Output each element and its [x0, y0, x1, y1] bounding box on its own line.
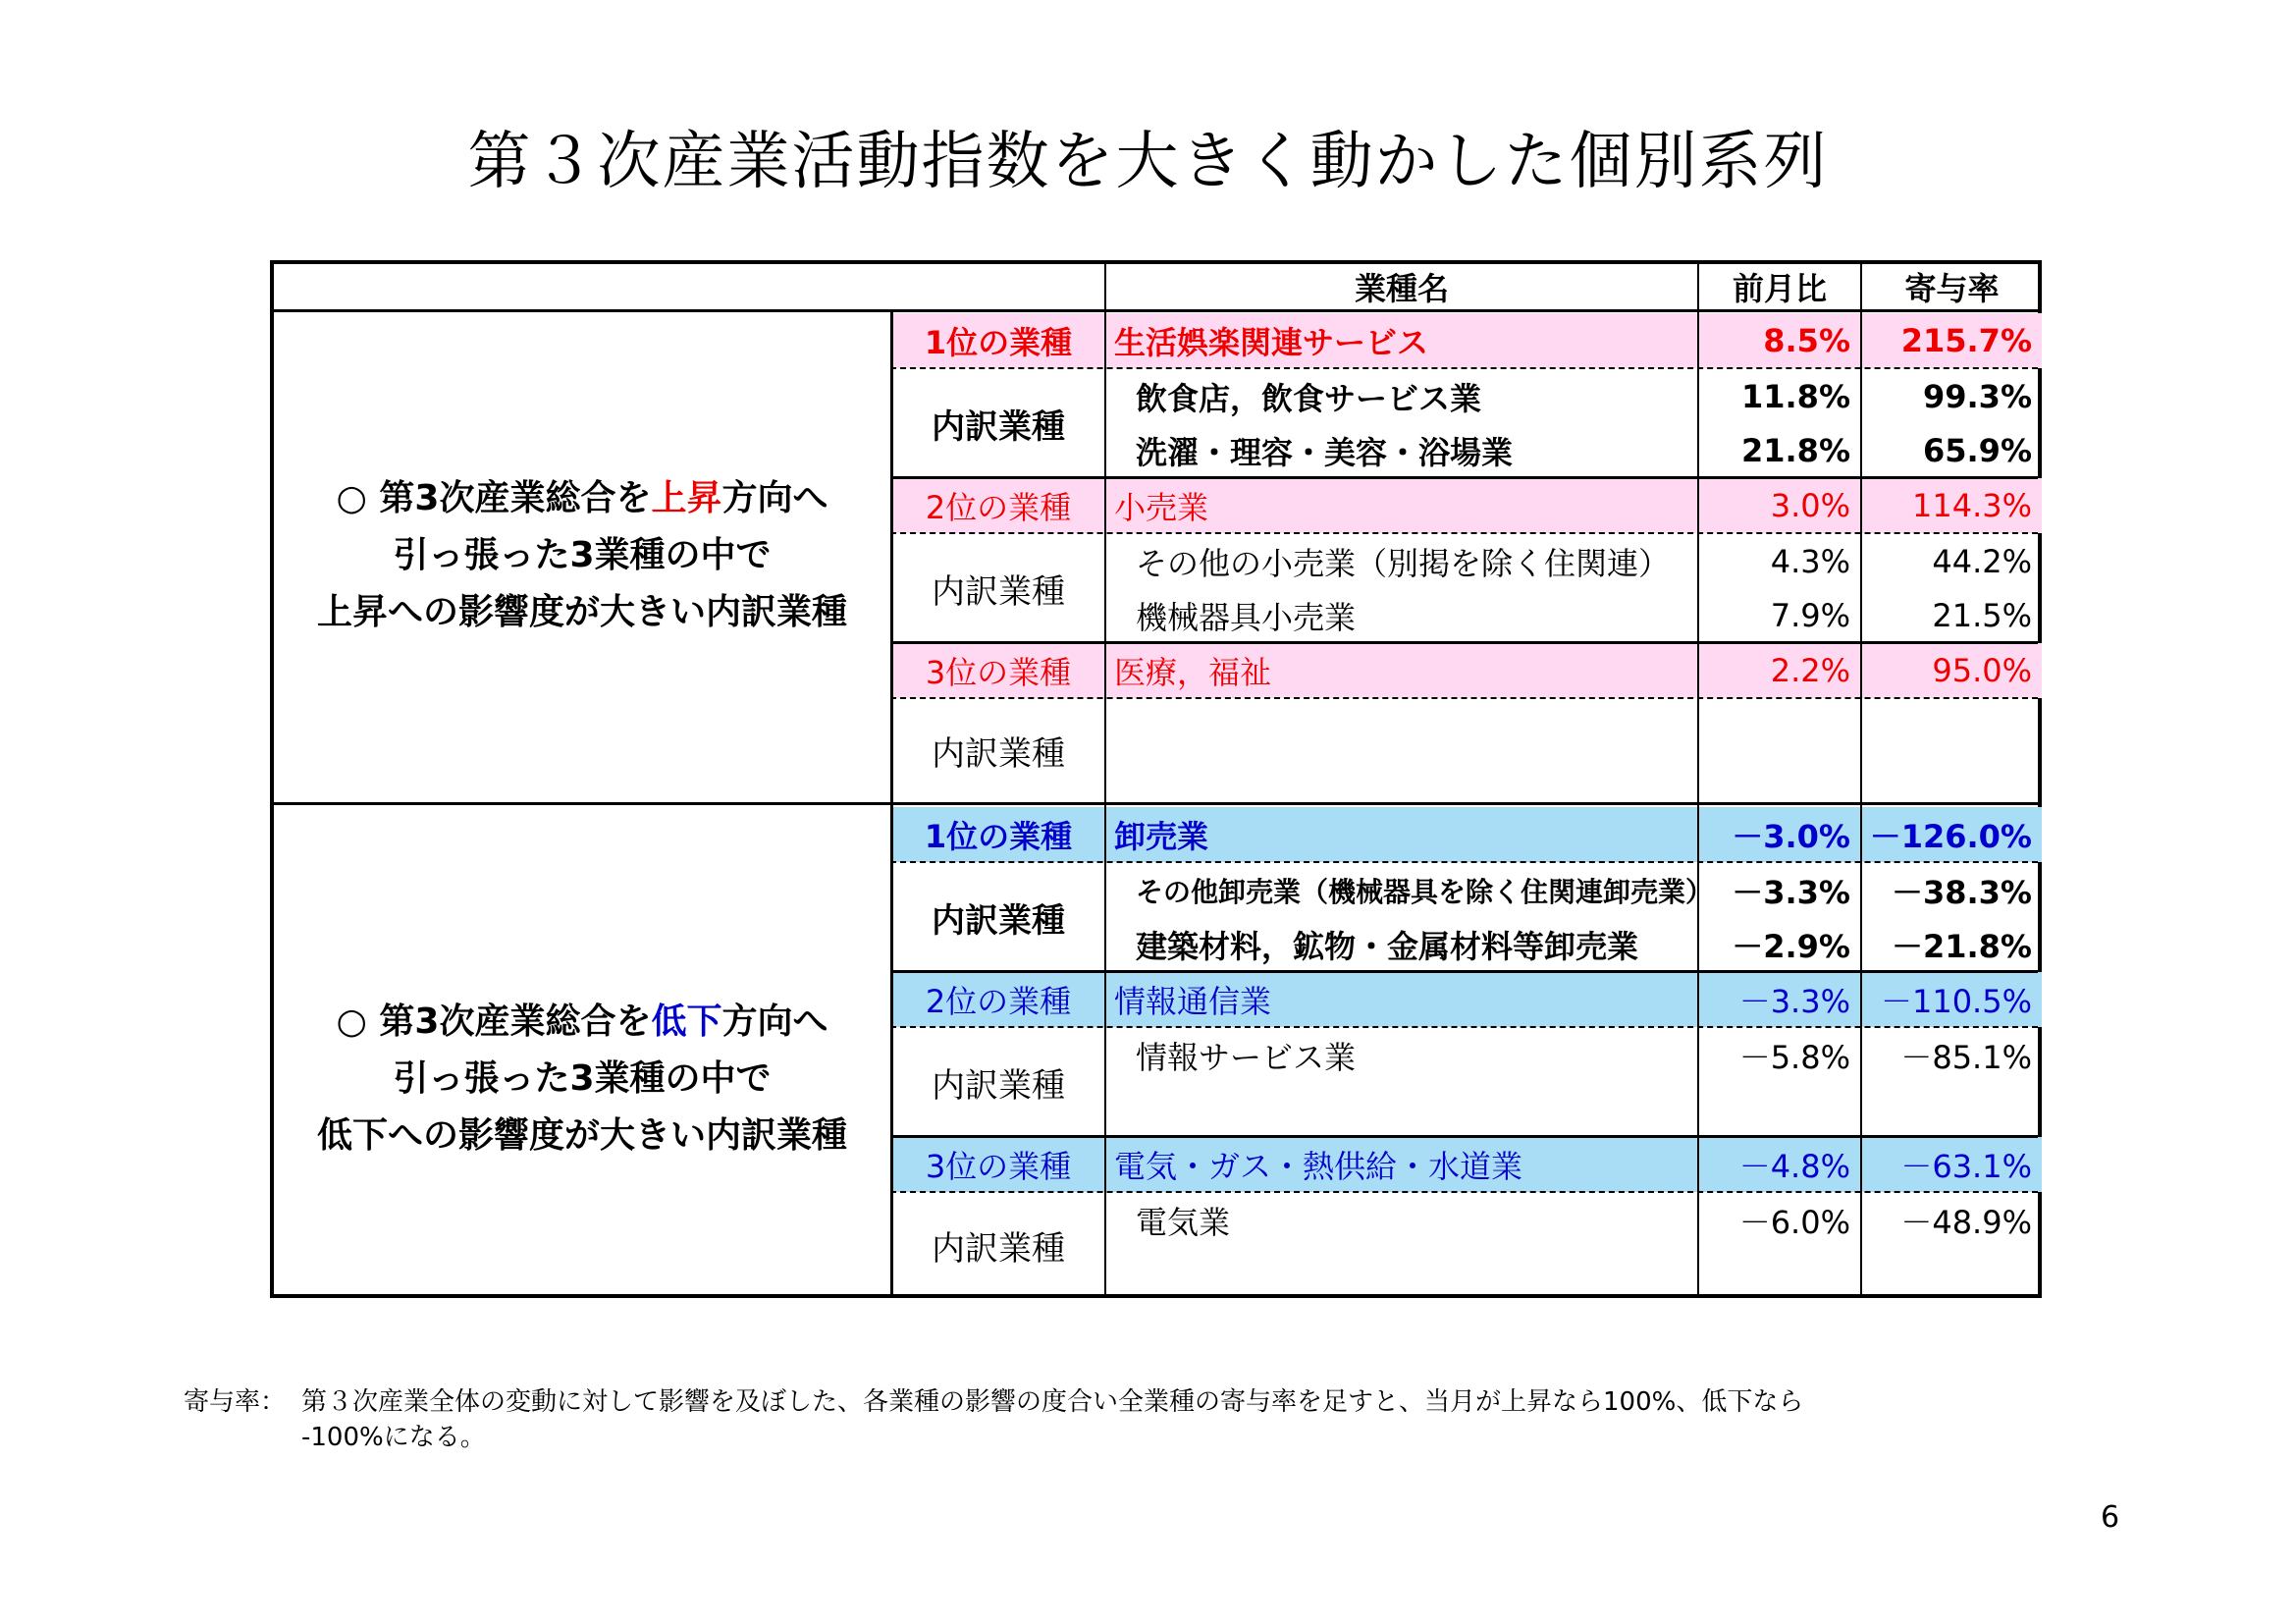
up-rank1-detail1-name: 飲食店，飲食サービス業: [1136, 379, 1482, 417]
up-rank1-detail2-contrib: 65.9%: [1922, 431, 2032, 469]
up-rank2-name: 小売業: [1114, 489, 1209, 526]
up-rank2-detail1-name: その他の小売業（別掲を除く住関連）: [1136, 544, 1671, 582]
down-rank1-detail2-name: 建築材料，鉱物・金属材料等卸売業: [1136, 927, 1639, 965]
up-rank1-name: 生活娯楽関連サービス: [1114, 324, 1429, 361]
up-rank3-contrib: 95.0%: [1932, 652, 2032, 689]
up-rank2-detail1-contrib: 44.2%: [1932, 542, 2032, 580]
up-rank1-detail1-contrib: 99.3%: [1922, 377, 2032, 415]
page-number: 6: [2101, 1500, 2120, 1535]
up-rank3-mom: 2.2%: [1770, 652, 1850, 689]
down-rank1-name: 卸売業: [1114, 818, 1209, 855]
up-rank1-detail2-mom: 21.8%: [1740, 431, 1850, 469]
up-rank2-detail2-mom: 7.9%: [1770, 596, 1850, 634]
up-rank3-name: 医療，福祉: [1114, 654, 1272, 691]
down-rank2-name: 情報通信業: [1114, 983, 1272, 1020]
down-label-emph: 低下: [651, 1001, 722, 1042]
down-rank1-detail1-contrib: －38.3%: [1891, 873, 2032, 911]
down-rank2-contrib: －110.5%: [1880, 983, 2032, 1020]
up-rank2-detail-label: 内訳業種: [932, 571, 1065, 612]
down-rank3-mom: －4.8%: [1738, 1148, 1850, 1185]
down-rank2-detail1-contrib: －85.1%: [1900, 1038, 2032, 1076]
footnote-line1: 第３次産業全体の変動に対して影響を及ぼした、各業種の影響の度合い全業種の寄与率を足すと、当月が上昇なら100%、低下なら: [301, 1387, 1804, 1417]
down-rank2-detail1-name: 情報サービス業: [1136, 1038, 1357, 1076]
up-rank1-contrib: 215.7%: [1900, 322, 2032, 359]
footnote-line2: -100%になる。: [301, 1423, 486, 1452]
up-rank1-detail1-mom: 11.8%: [1740, 377, 1850, 415]
down-label-line3: 低下への影響度が大きい内訳業種: [316, 1115, 847, 1156]
down-rank2-detail-label: 内訳業種: [932, 1065, 1065, 1106]
up-rank3-label: 3位の業種: [925, 654, 1072, 691]
up-rank1-label: 1位の業種: [924, 324, 1073, 361]
up-rank1-detail2-name: 洗濯・理容・美容・浴場業: [1136, 433, 1514, 471]
down-rank1-detail2-mom: －2.9%: [1732, 927, 1850, 965]
up-label-line2: 引っ張った3業種の中で: [393, 535, 772, 575]
header-name: 業種名: [1354, 270, 1449, 307]
up-rank1-mom: 8.5%: [1763, 322, 1850, 359]
footnote: [184, 1384, 1803, 1455]
down-rank3-detail1-mom: －6.0%: [1738, 1203, 1850, 1241]
up-label-suffix: 方向へ: [721, 478, 828, 518]
down-rank1-contrib: －126.0%: [1869, 818, 2032, 855]
down-rank1-detail1-mom: －3.3%: [1732, 873, 1850, 911]
down-label-prefix: ○ 第3次産業総合を: [336, 1001, 652, 1042]
down-rank3-label: 3位の業種: [925, 1148, 1072, 1185]
down-rank1-detail2-contrib: －21.8%: [1891, 927, 2032, 965]
footnote-label: 寄与率：: [184, 1387, 287, 1417]
down-label-line2: 引っ張った3業種の中で: [393, 1058, 772, 1099]
up-rank2-mom: 3.0%: [1770, 487, 1850, 524]
down-rank2-detail1-mom: －5.8%: [1738, 1038, 1850, 1076]
up-label-emph: 上昇: [651, 478, 722, 518]
up-rank2-detail2-name: 機械器具小売業: [1136, 598, 1357, 636]
down-rank1-detail-label: 内訳業種: [932, 900, 1065, 941]
down-rank1-label: 1位の業種: [924, 818, 1073, 855]
divider: [274, 802, 2038, 805]
up-rank3-detail-label: 内訳業種: [932, 734, 1065, 774]
ranking-table: [270, 260, 2042, 1298]
up-rank2-detail1-mom: 4.3%: [1770, 542, 1850, 580]
up-rank1-detail-label: 内訳業種: [932, 406, 1065, 447]
down-rank3-name: 電気・ガス・熱供給・水道業: [1114, 1148, 1523, 1185]
down-rank1-mom: －3.0%: [1732, 818, 1850, 855]
up-rank2-contrib: 114.3%: [1911, 487, 2032, 524]
page-title: 第３次産業活動指数を大きく動かした個別系列: [467, 126, 1829, 198]
down-rank2-mom: －3.3%: [1738, 983, 1850, 1020]
down-section-label: [274, 994, 890, 1164]
down-rank2-label: 2位の業種: [925, 983, 1072, 1020]
down-label-suffix: 方向へ: [721, 1001, 828, 1042]
up-rank2-label: 2位の業種: [925, 489, 1072, 526]
header-mom: 前月比: [1732, 270, 1827, 307]
down-rank3-detail1-name: 電気業: [1136, 1203, 1231, 1241]
up-label-prefix: ○ 第3次産業総合を: [336, 478, 652, 518]
down-rank1-detail1-name: その他卸売業（機械器具を除く住関連卸売業）: [1136, 875, 1714, 908]
header-contrib: 寄与率: [1904, 270, 2000, 307]
down-rank3-detail1-contrib: －48.9%: [1900, 1203, 2032, 1241]
divider: [274, 309, 2038, 312]
down-rank3-contrib: －63.1%: [1900, 1148, 2032, 1185]
up-label-line3: 上昇への影響度が大きい内訳業種: [316, 592, 847, 632]
up-section-label: [274, 470, 890, 641]
down-rank3-detail-label: 内訳業種: [932, 1229, 1065, 1269]
up-rank2-detail2-contrib: 21.5%: [1932, 596, 2032, 634]
